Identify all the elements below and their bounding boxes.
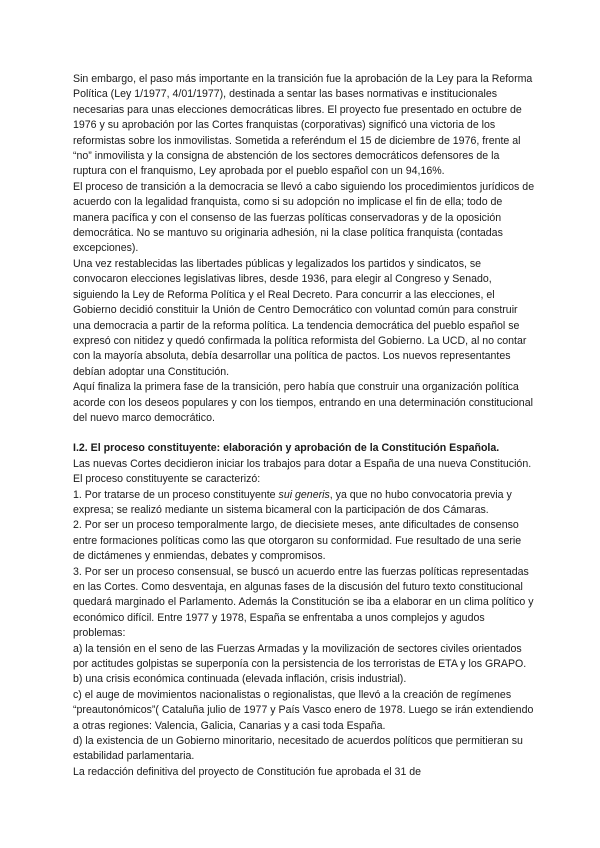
paragraph-proceso-transicion: El proceso de transición a la democracia se llevó a cabo siguiendo los procedimientos jurídicos de acuerdo con la legalidad franquista, como si su adopción no implicase el fin de ella; todo de manera pacífica y con el consenso de las fuerzas políticas conservadoras y de la oposición democrática. No se mantuvo su originaria adhesión, ni la clase política franquista (contadas excepciones).	[73, 180, 535, 255]
list-item-d: d) la existencia de un Gobierno minoritario, necesitado de acuerdos políticos que permitieran su estabilidad parlamentaria.	[73, 735, 523, 763]
section-heading: I.2. El proceso constituyente: elaboración y aprobación de la Constitución Española.	[73, 442, 500, 455]
document-page	[73, 72, 535, 780]
list-item-1-text-a: 1. Por tratarse de un proceso constituyente	[73, 488, 279, 501]
list-item-3: 3. Por ser un proceso consensual, se buscó un acuerdo entre las fuerzas políticas representadas en las Cortes. Como desventaja, en algunas fases de la discusión del futuro texto constitucional quedará marginado el Parlamento. Además la Constitución se iba a elaborar en un clima político y económico difícil. Entre 1977 y 1978, España se enfrentaba a unos complejos y agudos problemas:	[73, 565, 534, 640]
section-intro: Las nuevas Cortes decidieron iniciar los trabajos para dotar a España de una nueva Constitución. El proceso constituyente se caracterizó:	[73, 457, 532, 486]
list-item-1	[73, 488, 535, 519]
paragraph-elecciones-ucd: Una vez restablecidas las libertades públicas y legalizados los partidos y sindicatos, se convocaron elecciones legislativas libres, desde 1936, para elegir al Congreso y Senado, siguiendo la Ley de Reforma Política y el Real Decreto. Para concurrir a las elecciones, el Gobierno decidió constituir la Unión de Centro Democrático con voluntad común para construir una democracia a partir de la reforma política. La tendencia democrática del pueblo español se expresó con nitidez y quedó confirmada la política reformista del Gobierno. La UCD, al no contar con la mayoría absoluta, debía desarrollar una política de pactos. Los nuevos representantes debían adoptar una Constitución.	[73, 257, 527, 378]
list-item-b: b) una crisis económica continuada (elevada inflación, crisis industrial).	[73, 673, 407, 686]
paragraph-ley-reforma-politica: Sin embargo, el paso más importante en la transición fue la aprobación de la Ley para la Reforma Política (Ley 1/1977, 4/01/1977), destinada a sentar las bases normativas e institucionales necesarias para unas elecciones democráticas libres. El proyecto fue presentado en octubre de 1976 y su aprobación por las Cortes franquistas (corporativas) significó una victoria de los reformistas sobre los inmovilistas. Sometida a referéndum el 15 de diciembre de 1976, frente al “no” inmovilista y la consigna de abstención de los sectores democráticos defensores de la ruptura con el franquismo, Ley aprobada por el pueblo español con un 94,16%.	[73, 73, 533, 178]
list-item-c: c) el auge de movimientos nacionalistas o regionalistas, que llevó a la creación de regímenes “preautonómicos”( Cataluña julio de 1977 y País Vasco enero de 1978. Luego se irán extendiendo a otras regiones: Valencia, Galicia, Canarias y a casi toda España.	[73, 688, 534, 732]
list-item-1-text-b: , ya que no hubo convocatoria previa y expresa; se realizó mediante un sistema bicameral con la participación de dos Cámaras.	[73, 488, 512, 516]
list-item-1-emphasis: sui generis	[278, 488, 330, 501]
paragraph-gap	[73, 426, 535, 441]
list-item-a: a) la tensión en el seno de las Fuerzas Armadas y la movilización de sectores civiles orientados por actitudes golpistas se superponía con la persistencia de los terroristas de ETA y los GRAPO.	[73, 642, 527, 671]
closing-line: La redacción definitiva del proyecto de Constitución fue aprobada el 31 de	[73, 765, 422, 778]
paragraph-fin-primera-fase: Aquí finaliza la primera fase de la transición, pero había que construir una organización política acorde con los deseos populares y con los tiempos, entrando en una determinación constitucional del nuevo marco democrático.	[73, 381, 533, 424]
list-item-2: 2. Por ser un proceso temporalmente largo, de diecisiete meses, ante dificultades de consenso entre formaciones políticas como las que otorgaron su conformidad. Fue resultado de una serie de dictámenes y enmiendas, debates y compromisos.	[73, 519, 522, 563]
